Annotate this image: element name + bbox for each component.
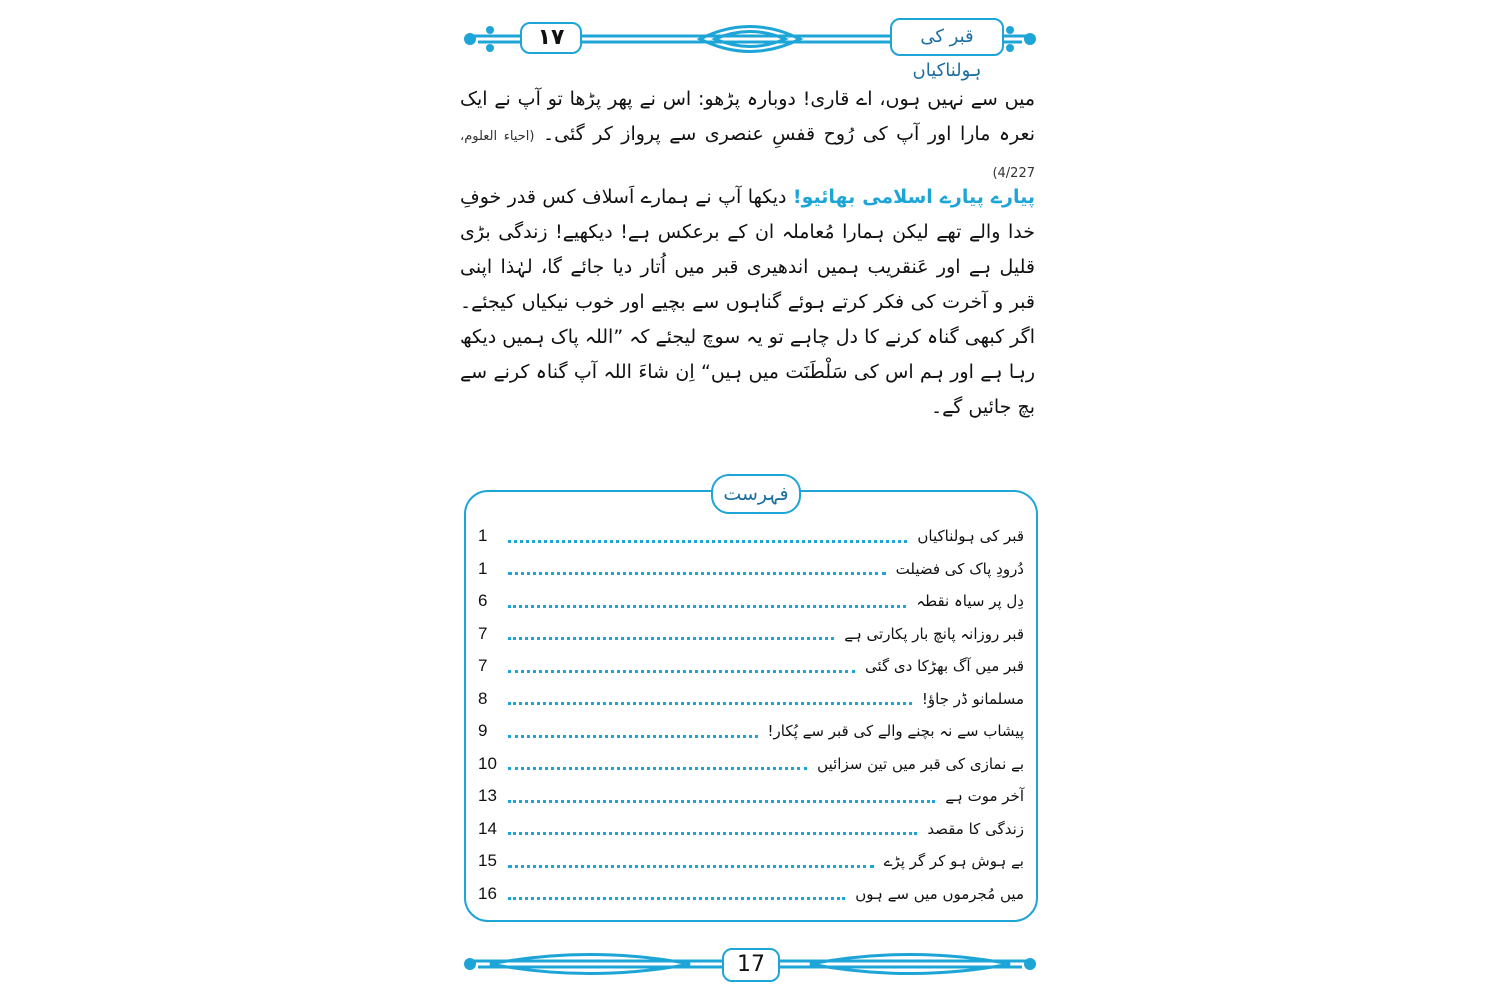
contents-row[interactable]: [478, 618, 1024, 651]
contents-title: قبر روزانہ پانچ بار پکارتی ہے: [844, 624, 1024, 643]
contents-page: 9: [478, 721, 488, 741]
paragraph-1-text: میں سے نہیں ہوں، اے قاری! دوبارہ پڑھو: اس نے پھر پڑھا تو آپ نے ایک نعرہ مارا اور آپ کی رُوح قفسِ عنصری سے پرواز کر گئی۔: [460, 88, 1035, 145]
contents-title: قبر کی ہولناکیاں: [917, 527, 1024, 546]
dot-leader: [508, 540, 907, 543]
contents-row[interactable]: [478, 715, 1024, 748]
contents-title: زندگی کا مقصد: [927, 819, 1024, 838]
dot-leader: [508, 865, 874, 868]
contents-title: قبر میں آگ بھڑکا دی گئی: [864, 657, 1024, 676]
contents-page: 1: [478, 558, 488, 578]
contents-row[interactable]: [478, 748, 1024, 781]
contents-page: 13: [478, 786, 497, 806]
contents-page: 7: [478, 656, 488, 676]
contents-row[interactable]: [478, 780, 1024, 813]
dot-leader: [508, 897, 845, 900]
footer-page-number: 17: [722, 948, 780, 982]
address-highlight: پیارے پیارے اسلامی بھائیو!: [792, 186, 1035, 208]
contents-row[interactable]: [478, 878, 1024, 911]
contents-page: 6: [478, 591, 488, 611]
contents-page: 1: [478, 526, 488, 546]
contents-title: بے نمازی کی قبر میں تین سزائیں: [817, 754, 1024, 773]
contents-title: پیشاب سے نہ بچنے والے کی قبر سے پُکار!: [767, 722, 1024, 741]
contents-row[interactable]: [478, 845, 1024, 878]
contents-row[interactable]: [478, 813, 1024, 846]
dot-leader: [508, 702, 912, 705]
contents-row[interactable]: [478, 553, 1024, 586]
dot-leader: [508, 800, 935, 803]
paragraph-1: [460, 82, 1035, 191]
contents-page: 7: [478, 623, 488, 643]
contents-title: دُرودِ پاک کی فضیلت: [895, 559, 1024, 578]
contents-row[interactable]: [478, 585, 1024, 618]
contents-title: دِل پر سیاہ نقطہ: [916, 592, 1024, 611]
contents-title: بے ہوش ہو کر گر پڑے: [883, 852, 1024, 871]
contents-page: 8: [478, 688, 488, 708]
contents-title: مسلمانو ڈر جاؤ!: [921, 689, 1024, 708]
contents-page: 15: [478, 851, 497, 871]
dot-leader: [508, 670, 855, 673]
header-page-number: ١٧: [520, 22, 582, 54]
contents-page: 10: [478, 753, 497, 773]
contents-list: [478, 520, 1024, 910]
dot-leader: [508, 832, 917, 835]
citation: (احیاء العلوم، 4/227): [460, 129, 1035, 181]
book-page: [460, 0, 1040, 1000]
contents-row[interactable]: [478, 520, 1024, 553]
contents-title: آخر موت ہے: [945, 787, 1024, 806]
dot-leader: [508, 637, 834, 640]
contents-heading: فہرست: [711, 474, 801, 514]
contents-page: 16: [478, 883, 497, 903]
dot-leader: [508, 767, 807, 770]
dot-leader: [508, 605, 906, 608]
dot-leader: [508, 572, 886, 575]
contents-title: میں مُجرموں میں سے ہوں: [855, 884, 1024, 903]
table-of-contents: [464, 483, 1038, 922]
contents-row[interactable]: [478, 683, 1024, 716]
paragraph-2-text: دیکھا آپ نے ہمارے اَسلاف کس قدر خوفِ خدا والے تھے لیکن ہمارا مُعاملہ ان کے برعکس ہے! دیکھیے! زندگی بڑی قلیل ہے اور عَنقریب ہمیں اندھیری قبر میں اُتار دیا جائے گا، لہٰذا اپنی قبر و آخرت کی فکر کرتے ہوئے گناہوں سے بچیے اور خوب نیکیاں کیجئے۔ اگر کبھی گناہ کرنے کا دل چاہے تو یہ سوچ لیجئے کہ ”اللہ پاک ہمیں دیکھ رہا ہے اور ہم اس کی سَلْطَنَت میں ہیں“ اِن شاءَ اللہ آپ گناہ کرنے سے بچ جائیں گے۔: [460, 186, 1035, 418]
contents-row[interactable]: [478, 650, 1024, 683]
paragraph-2: [460, 180, 1035, 425]
dot-leader: [508, 735, 758, 738]
contents-page: 14: [478, 818, 497, 838]
header-book-title: قبر کی ہولناکیاں: [890, 18, 1004, 56]
